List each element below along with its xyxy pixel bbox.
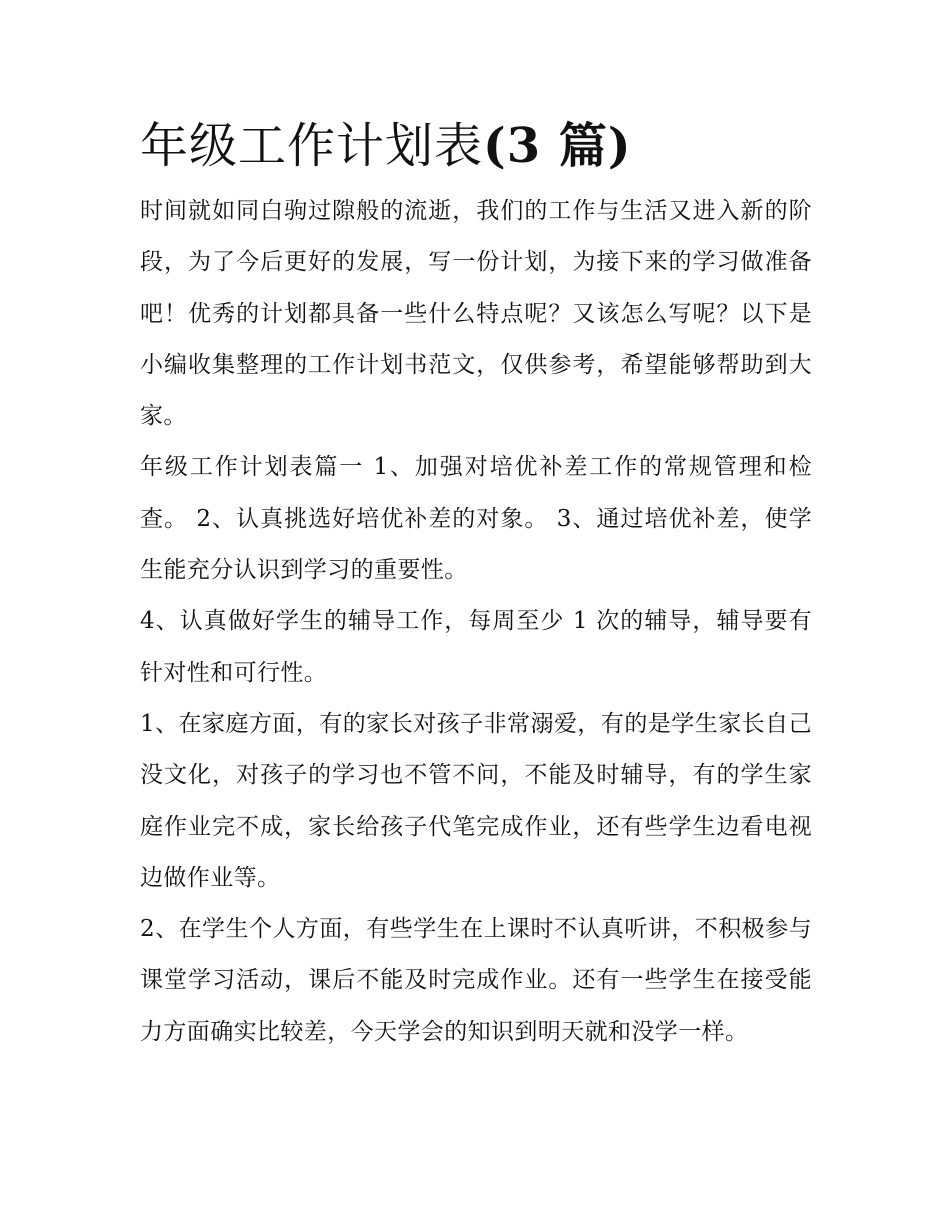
title-suffix: (3 篇) (483, 118, 632, 174)
family-aspect-paragraph: 1、在家庭方面，有的家长对孩子非常溺爱，有的是学生家长自己没文化，对孩子的学习也不管不问，不能及时辅导，有的学生家庭作业完不成，家长给孩子代笔完成作业，还有些学生边看电视边做作业等。 (140, 710, 812, 891)
document-title (140, 112, 812, 180)
document-page (140, 112, 812, 1058)
intro-paragraph: 时间就如同白驹过隙般的流逝，我们的工作与生活又进入新的阶段，为了今后更好的发展，写一份计划，为接下来的学习做准备吧！优秀的计划都具备一些什么特点呢？又该怎么写呢？以下是小编收集整理的工作计划书范文，仅供参考，希望能够帮助到大家。 (140, 198, 812, 430)
item-four-paragraph: 4、认真做好学生的辅导工作，每周至少 1 次的辅导，辅导要有针对性和可行性。 (140, 608, 812, 686)
student-aspect-paragraph: 2、在学生个人方面，有些学生在上课时不认真听讲，不积极参与课堂学习活动，课后不能及时完成作业。还有一些学生在接受能力方面确实比较差，今天学会的知识到明天就和没学一样。 (140, 916, 812, 1045)
title-main: 年级工作计划表 (140, 118, 484, 174)
section-one-paragraph: 年级工作计划表篇一 1、加强对培优补差工作的常规管理和检查。 2、认真挑选好培优补差的对象。 3、通过培优补差，使学生能充分认识到学习的重要性。 (140, 454, 812, 584)
